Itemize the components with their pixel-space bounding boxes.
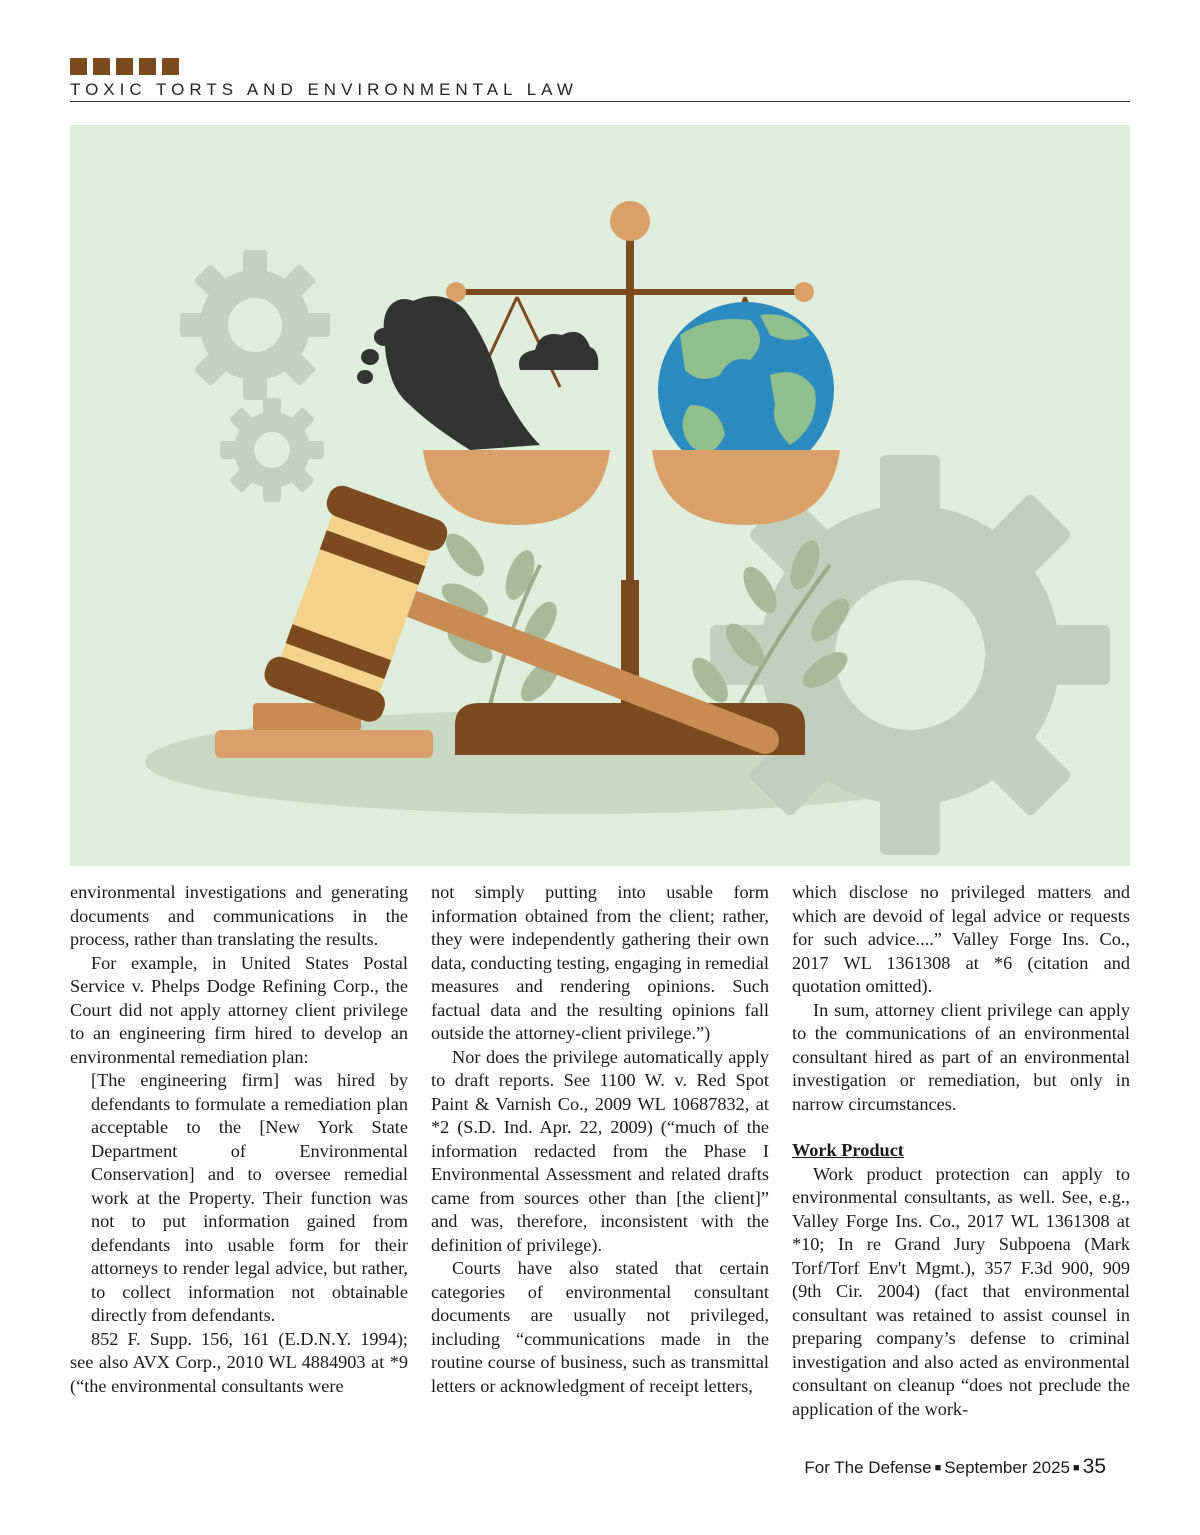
paragraph: not simply putting into usable form information obtained from the client; rather, they were independently gathering their own data, conducting testing, engaging in remedial measures and rendering opinions. Such factual data and the resulting opinions fall outside the attorney-client privilege.”) [431,882,769,1043]
section-title: TOXIC TORTS AND ENVIRONMENTAL LAW [70,80,1130,102]
header-squares [70,58,1130,75]
gear-icon [180,250,330,400]
section-subhead: Work Product [792,1140,904,1160]
paragraph: which disclose no privileged matters and which are devoid of legal advice or requests for such advice....” Valley Forge Ins. Co., 2017 WL 1361308 at *6 (citation and quotation omitted). [792,882,1130,996]
running-header [70,58,1130,102]
article-illustration [70,125,1130,866]
paragraph: 852 F. Supp. 156, 161 (E.D.N.Y. 1994); see also AVX Corp., 2010 WL 4884903 at *9 (“the environmental consultants were [70,1328,408,1396]
paragraph: environmental investigations and generating documents and communications in the process, rather than translating the results. [70,882,408,949]
column-1 [70,881,408,1398]
paragraph: In sum, attorney client privilege can apply to the communications of an environmental consultant hired as part of an environmental investigation or remediation, but only in narrow circumstances. [792,999,1130,1114]
cloud-icon [519,332,598,370]
publication-name: For The Defense [804,1458,932,1477]
scale-pan-left [423,450,610,525]
separator-icon: ■ [934,1462,942,1474]
issue-date: September 2025 [944,1458,1070,1477]
paragraph: For example, in United States Postal Service v. Phelps Dodge Refining Corp., the Court did not apply attorney client privilege to an engineering firm hired to develop an environmental remediation plan: [70,952,408,1067]
block-quote: [The engineering firm] was hired by defendants to formulate a remediation plan acceptable to the [New York State Department of Environmental Conservation] and to oversee remedial work at the Property. Their function was not to put information gained from defendants into usable form for their attorneys to render legal advice, but rather, to collect information not obtainable directly from defendants. [91,1070,408,1325]
paragraph: Work product protection can apply to environmental consultants, as well. See, e.g., Valley Forge Ins. Co., 2017 WL 1361308 at *10; In re Grand Jury Subpoena (Mark Torf/Torf Env't Mgmt.), 357 F.3d 900, 909 (9th Cir. 2004) (fact that environmental consultant was retained to assist counsel in preparing company’s defense to criminal investigation and also acted as environmental consultant on cleanup “does not preclude the application of the work- [792,1163,1130,1419]
footprint-icon [357,292,540,450]
paragraph: Nor does the privilege automatically apply to draft reports. See 1100 W. v. Red Spot Paint & Varnish Co., 2009 WL 10687832, at *2 (S.D. Ind. Apr. 22, 2009) (“much of the information redacted from the Phase I Environmental Assessment and related drafts came from sources other than [the client]” and was, therefore, inconsistent with the definition of privilege). [431,1046,769,1255]
page-number: 35 [1082,1455,1106,1478]
paragraph: Courts have also stated that certain categories of environmental consultant documents are usually not privileged, including “communications made in the routine course of business, such as transmittal letters or acknowledgment of receipt letters, [431,1258,769,1396]
article-body [70,881,1130,1441]
column-3 [792,881,1130,1421]
gear-icon [220,398,324,502]
page-footer [804,1455,1106,1479]
column-2 [431,881,769,1398]
separator-icon: ■ [1072,1462,1080,1474]
scale-pan-right [652,450,840,525]
